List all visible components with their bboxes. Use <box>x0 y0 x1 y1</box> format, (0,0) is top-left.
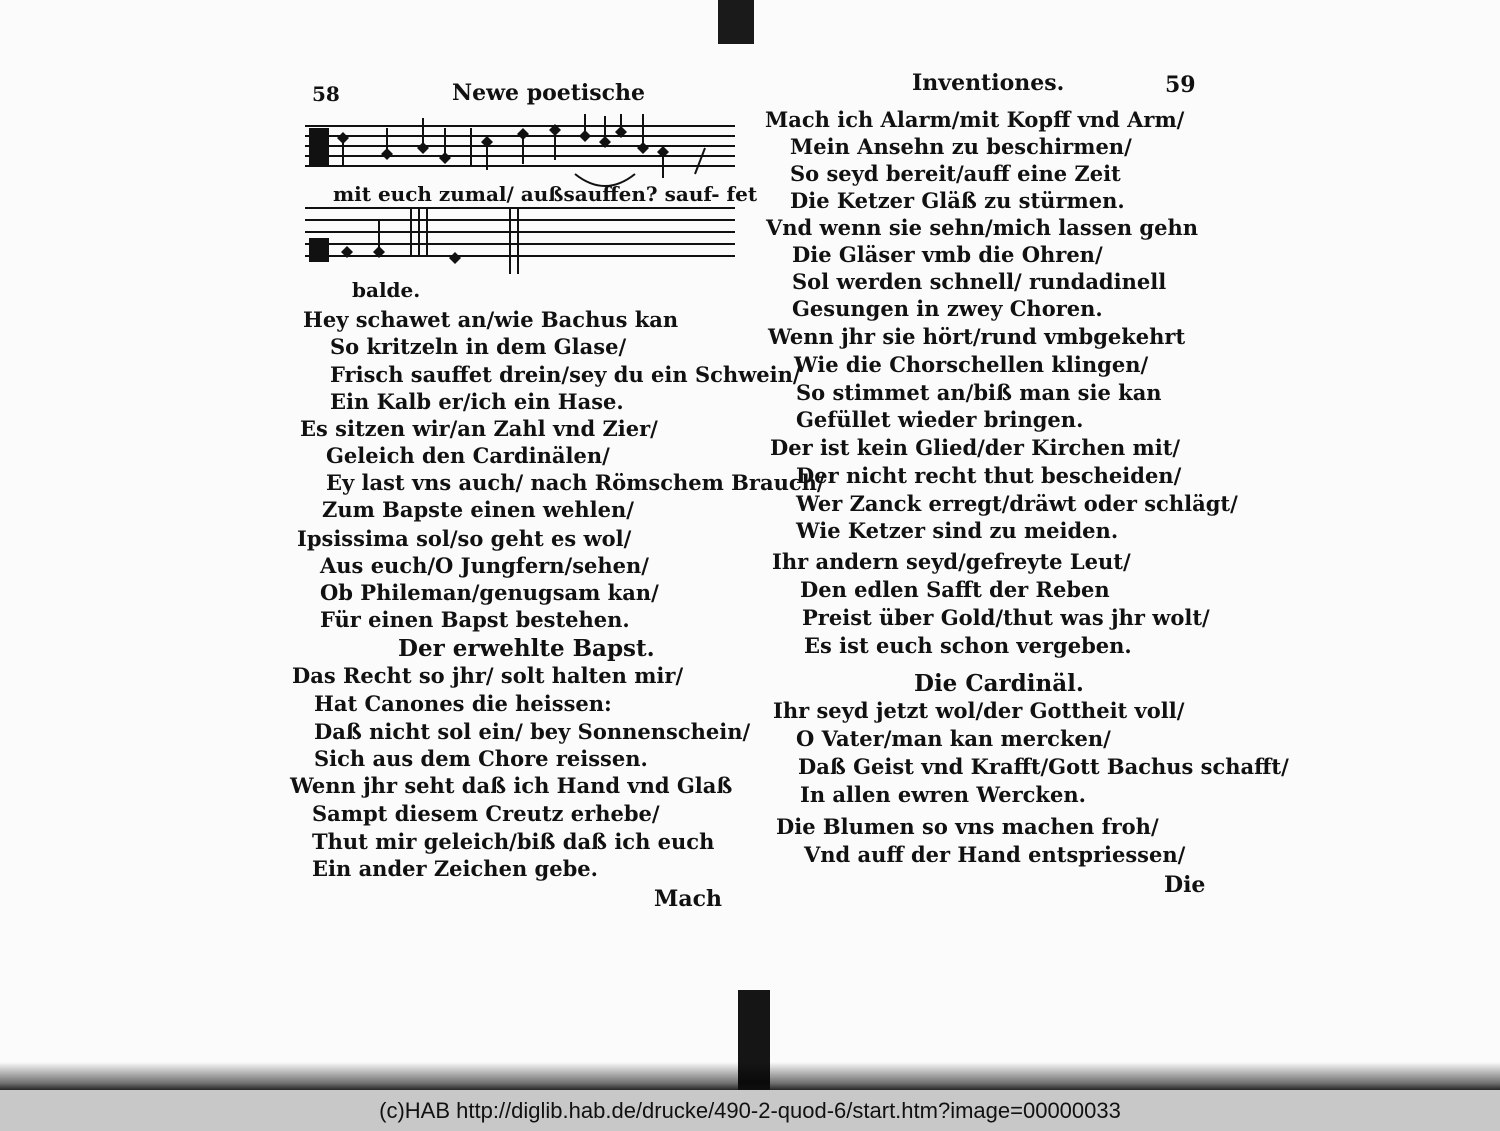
text-line: Sampt diesem Creutz erhebe/ <box>312 801 660 826</box>
text-line: Hey schawet an/wie Bachus kan <box>303 307 679 332</box>
music-notation <box>305 108 758 278</box>
text-line: Der ist kein Glied/der Kirchen mit/ <box>770 435 1181 460</box>
text-line: So seyd bereit/auff eine Zeit <box>790 161 1121 186</box>
catchword: Mach <box>654 886 722 912</box>
text-line: Ipsissima sol/so geht es wol/ <box>297 526 632 551</box>
text-line: Zum Bapste einen wehlen/ <box>322 497 634 522</box>
section-heading: Die Cardinäl. <box>914 670 1084 697</box>
source-url: (c)HAB http://diglib.hab.de/drucke/490-2-quod-6/start.htm?image=00000033 <box>379 1097 1121 1123</box>
text-line: Hat Canones die heissen: <box>314 691 612 716</box>
text-line: O Vater/man kan mercken/ <box>796 726 1111 751</box>
text-line: In allen ewren Wercken. <box>800 782 1086 807</box>
text-line: Ob Phileman/genugsam kan/ <box>320 580 659 605</box>
text-line: Ein ander Zeichen gebe. <box>312 856 598 881</box>
section-heading: Der erwehlte Bapst. <box>398 635 655 662</box>
text-line: Ihr seyd jetzt wol/der Gottheit voll/ <box>773 698 1185 723</box>
text-line: So stimmet an/biß man sie kan <box>796 380 1162 405</box>
right-running-head: Inventiones. <box>912 70 1065 96</box>
left-page-number: 58 <box>312 82 340 106</box>
text-line: Das Recht so jhr/ solt halten mir/ <box>292 663 684 688</box>
text-line: Der nicht recht thut bescheiden/ <box>796 463 1182 488</box>
text-line: Es ist euch schon vergeben. <box>804 633 1132 658</box>
text-line: Geleich den Cardinälen/ <box>326 443 610 468</box>
text-line: Thut mir geleich/biß daß ich euch <box>312 829 715 854</box>
text-line: Die Ketzer Gläß zu stürmen. <box>790 188 1125 213</box>
text-line: Ein Kalb er/ich ein Hase. <box>330 389 624 414</box>
text-line: Wie die Chorschellen klingen/ <box>794 352 1149 377</box>
text-line: Wie Ketzer sind zu meiden. <box>796 518 1119 543</box>
text-line: Ey last vns auch/ nach Römschem Brauch/ <box>326 470 825 495</box>
text-line: Sol werden schnell/ rundadinell <box>792 269 1167 294</box>
catchword: Die <box>1164 872 1206 898</box>
text-line: Für einen Bapst bestehen. <box>320 607 630 632</box>
text-line: Den edlen Safft der Reben <box>800 577 1110 602</box>
binding-gutter-top <box>718 0 754 44</box>
scan-shadow <box>0 1062 1500 1092</box>
text-line: Wenn jhr sie hört/rund vmbgekehrt <box>768 324 1186 349</box>
text-line: Aus euch/O Jungfern/sehen/ <box>320 553 649 578</box>
text-line: Es sitzen wir/an Zahl vnd Zier/ <box>300 416 658 441</box>
text-line: Ihr andern seyd/gefreyte Leut/ <box>772 549 1131 574</box>
text-line: Daß Geist vnd Krafft/Gott Bachus schafft/ <box>798 754 1289 779</box>
text-line: Mein Ansehn zu beschirmen/ <box>790 134 1132 159</box>
text-line: Vnd wenn sie sehn/mich lassen gehn <box>766 215 1199 240</box>
left-running-head: Newe poetische <box>452 80 646 106</box>
text-line: So kritzeln in dem Glase/ <box>330 334 627 359</box>
text-line: Wenn jhr seht daß ich Hand vnd Glaß <box>290 773 733 798</box>
right-page-number: 59 <box>1165 72 1196 98</box>
music-lyric-end: balde. <box>352 278 421 302</box>
text-line: Sich aus dem Chore reissen. <box>314 746 648 771</box>
text-line: Mach ich Alarm/mit Kopff vnd Arm/ <box>765 107 1185 132</box>
text-line: Die Gläser vmb die Ohren/ <box>792 242 1103 267</box>
text-line: Vnd auff der Hand entspriessen/ <box>804 842 1186 867</box>
text-line: Preist über Gold/thut was jhr wolt/ <box>802 605 1210 630</box>
text-line: Frisch sauffet drein/sey du ein Schwein/ <box>330 362 801 387</box>
text-line: Gesungen in zwey Choren. <box>792 296 1103 321</box>
text-line: Wer Zanck erregt/dräwt oder schlägt/ <box>796 491 1238 516</box>
text-line: Die Blumen so vns machen froh/ <box>776 814 1159 839</box>
text-line: Gefüllet wieder bringen. <box>796 407 1084 432</box>
text-line: Daß nicht sol ein/ bey Sonnenschein/ <box>314 719 751 744</box>
source-footer <box>0 1090 1500 1131</box>
music-lyric: mit euch zumal/ außsauffen? sauf- fet <box>333 182 758 206</box>
